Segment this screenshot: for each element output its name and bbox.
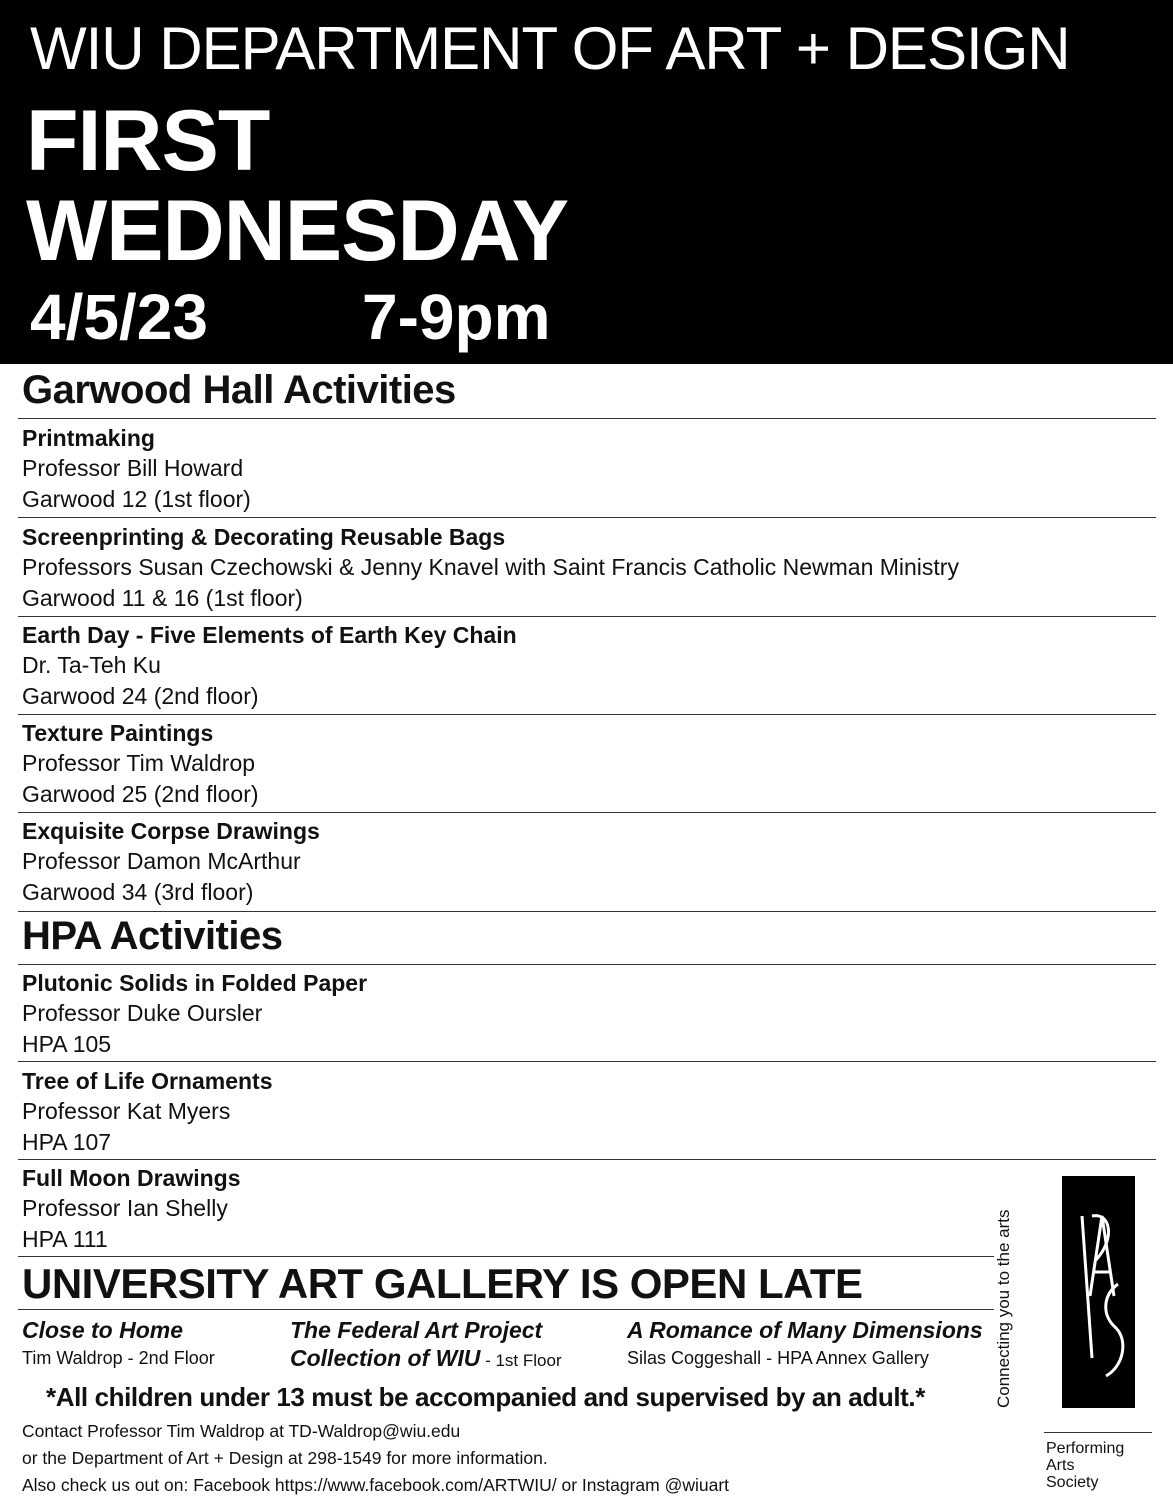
activity-earth-day bbox=[22, 620, 517, 711]
children-notice: *All children under 13 must be accompanied and supervised by an adult.* bbox=[46, 1382, 925, 1412]
divider bbox=[18, 517, 1156, 518]
pas-divider bbox=[1044, 1432, 1152, 1433]
divider bbox=[18, 616, 1156, 617]
activity-instructor: Professors Susan Czechowski & Jenny Knavel with Saint Francis Catholic Newman Ministry bbox=[22, 554, 959, 580]
activity-tree-of-life bbox=[22, 1066, 273, 1157]
pas-tagline-text: Connecting you to the arts bbox=[994, 1209, 1013, 1408]
activity-location: HPA 111 bbox=[22, 1225, 108, 1252]
pas-logo-mark bbox=[1062, 1176, 1135, 1408]
event-title bbox=[26, 93, 569, 279]
exhibit-location: - 1st Floor bbox=[480, 1351, 562, 1370]
garwood-section-title: Garwood Hall Activities bbox=[22, 368, 456, 412]
event-title-line1: FIRST bbox=[26, 93, 270, 189]
activity-location: HPA 107 bbox=[22, 1128, 112, 1155]
activity-texture-paintings bbox=[22, 718, 259, 809]
exhibit-title-line1: The Federal Art Project bbox=[290, 1317, 543, 1343]
activity-instructor: Professor Damon McArthur bbox=[22, 848, 301, 874]
activity-instructor: Professor Tim Waldrop bbox=[22, 750, 256, 776]
activity-title: Full Moon Drawings bbox=[22, 1165, 241, 1191]
exhibit-close-to-home bbox=[22, 1316, 215, 1372]
pas-logo bbox=[1062, 1176, 1135, 1408]
pas-name bbox=[1046, 1440, 1124, 1491]
activity-title: Printmaking bbox=[22, 425, 155, 451]
event-date: 4/5/23 bbox=[30, 281, 208, 353]
event-time: 7-9pm bbox=[362, 281, 551, 353]
divider bbox=[18, 964, 1156, 965]
department-title: WIU DEPARTMENT OF ART + DESIGN bbox=[30, 15, 1070, 82]
divider bbox=[18, 418, 1156, 419]
divider bbox=[18, 911, 1156, 912]
activity-title: Earth Day - Five Elements of Earth Key Chain bbox=[22, 622, 517, 648]
exhibit-location: Silas Coggeshall - HPA Annex Gallery bbox=[627, 1348, 929, 1368]
exhibit-federal-art-project bbox=[290, 1316, 562, 1375]
pas-name-line2: Arts bbox=[1046, 1457, 1075, 1474]
activity-printmaking bbox=[22, 423, 251, 514]
activity-plutonic-solids bbox=[22, 968, 367, 1059]
divider bbox=[18, 1256, 994, 1257]
exhibit-romance-of-many-dimensions bbox=[627, 1316, 983, 1372]
activity-location: Garwood 12 (1st floor) bbox=[22, 485, 251, 512]
activity-instructor: Professor Ian Shelly bbox=[22, 1195, 228, 1221]
activity-title: Texture Paintings bbox=[22, 720, 214, 746]
hpa-section-title: HPA Activities bbox=[22, 914, 283, 958]
activity-location: Garwood 24 (2nd floor) bbox=[22, 682, 259, 709]
exhibit-title: Close to Home bbox=[22, 1317, 184, 1343]
activity-instructor: Dr. Ta-Teh Ku bbox=[22, 652, 161, 678]
event-title-line2: WEDNESDAY bbox=[26, 183, 569, 279]
contact-info bbox=[22, 1418, 729, 1499]
contact-line-3: Also check us out on: Facebook https://www.facebook.com/ARTWIU/ or Instagram @wiuart bbox=[22, 1475, 730, 1495]
activity-title: Plutonic Solids in Folded Paper bbox=[22, 970, 368, 996]
header-banner bbox=[0, 0, 1173, 364]
exhibit-location: Tim Waldrop - 2nd Floor bbox=[22, 1348, 215, 1368]
contact-line-1: Contact Professor Tim Waldrop at TD-Waldrop@wiu.edu bbox=[22, 1421, 461, 1441]
activity-location: Garwood 34 (3rd floor) bbox=[22, 878, 254, 905]
activity-location: Garwood 25 (2nd floor) bbox=[22, 780, 259, 807]
activity-instructor: Professor Duke Oursler bbox=[22, 1000, 263, 1026]
gallery-title: UNIVERSITY ART GALLERY IS OPEN LATE bbox=[22, 1260, 863, 1307]
divider bbox=[18, 714, 1156, 715]
activity-exquisite-corpse bbox=[22, 816, 320, 907]
divider bbox=[18, 1159, 1156, 1160]
activity-screenprinting bbox=[22, 522, 959, 613]
activity-instructor: Professor Kat Myers bbox=[22, 1098, 231, 1124]
activity-title: Exquisite Corpse Drawings bbox=[22, 818, 320, 844]
divider bbox=[18, 812, 1156, 813]
activity-title: Screenprinting & Decorating Reusable Bags bbox=[22, 524, 506, 550]
divider bbox=[18, 1309, 994, 1310]
activity-full-moon bbox=[22, 1163, 241, 1254]
pas-name-line3: Society bbox=[1046, 1474, 1099, 1491]
activity-location: Garwood 11 & 16 (1st floor) bbox=[22, 584, 303, 611]
exhibit-title: A Romance of Many Dimensions bbox=[627, 1317, 983, 1343]
pas-name-line1: Performing bbox=[1046, 1440, 1125, 1457]
activity-instructor: Professor Bill Howard bbox=[22, 455, 244, 481]
activity-location: HPA 105 bbox=[22, 1030, 112, 1057]
divider bbox=[18, 1061, 1156, 1062]
activity-title: Tree of Life Ornaments bbox=[22, 1068, 273, 1094]
exhibit-title-line2: Collection of WIU bbox=[290, 1345, 481, 1371]
contact-line-2: or the Department of Art + Design at 298-1549 for more information. bbox=[22, 1448, 548, 1468]
